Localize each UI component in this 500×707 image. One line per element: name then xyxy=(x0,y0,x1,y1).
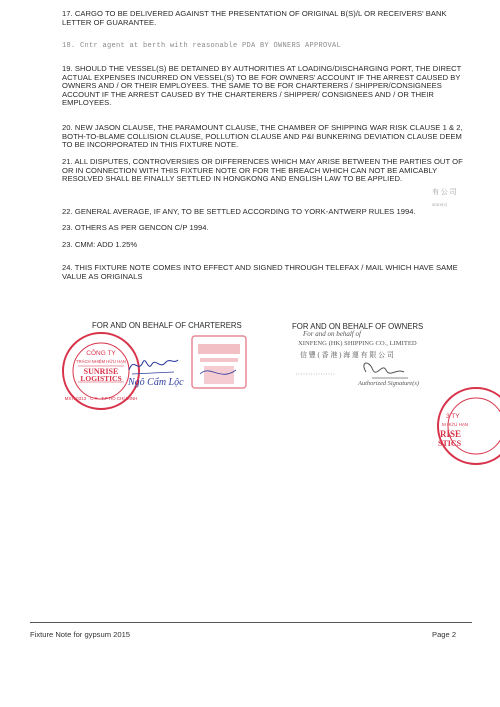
seal-line-3: SUNRISE xyxy=(83,367,119,376)
charterers-heading: FOR AND ON BEHALF OF CHARTERERS xyxy=(92,321,242,330)
director-stamp xyxy=(190,334,250,392)
owner-stamp-line-1: For and on behalf of xyxy=(303,330,361,338)
seal-line-2: TRÁCH NHIỆM HỮU HẠN xyxy=(76,359,126,364)
clause-22: 22. GENERAL AVERAGE, IF ANY, TO BE SETTLED ACCORDING TO YORK-ANTWERP RULES 1994. xyxy=(62,207,416,216)
small-chop-mark xyxy=(430,180,470,210)
clause-20: 20. NEW JASON CLAUSE, THE PARAMOUNT CLAUSE, THE CHAMBER OF SHIPPING WAR RISK CLAUSE 1 & 2, BOTH-TO-BLAME COLLISION CLAUSE, POLLUTION CLAUSE AND P&I BUNKERING DEVIATION CLAUSE DEEM TO BE INCORPORATED IN THIS FIXTURE NOTE. xyxy=(62,123,463,150)
owner-stamp-line-4: Authorized Signature(s) xyxy=(358,380,420,387)
partial-company-seal xyxy=(432,382,500,472)
clause-23-cmm: 23. CMM: ADD 1.25% xyxy=(62,240,138,249)
partial-seal-line-3: RISE xyxy=(440,429,462,439)
footer-page-number: Page 2 xyxy=(432,630,457,639)
clause-18: 18. Cntr agent at berth with reasonable PDA BY OWNERS APPROVAL xyxy=(62,42,342,50)
footer-document-title: Fixture Note for gypsum 2015 xyxy=(30,630,131,639)
svg-text:ature(s): ature(s) xyxy=(432,203,448,208)
partial-seal-line-1: 3 TY xyxy=(446,413,460,420)
clause-23: 23. OTHERS AS PER GENCON C/P 1994. xyxy=(62,223,209,232)
owner-stamp-line-2: XINFENG (HK) SHIPPING CO., LIMITED xyxy=(298,340,417,347)
clause-19: 19. SHOULD THE VESSEL(S) BE DETAINED BY AUTHORITIES AT LOADING/DISCHARGING PORT, THE DIRECT ACTUAL EXPENSES INCURRED ON VESSEL(S) TO BE FOR OWNERS' ACCOUNT IF THE ARREST CAUSED BY OWNERS AND / OR THEIR EMPLOYEES. THE SAME TO BE FOR CHARTERERS / SHIPPER/CONSIGNEES ACCOUNT IF THE ARREST CAUSED BY THE CHARTERERS / SHIPPER/ CONSIGNEES AND / OR THEIR EMPLOYEES. xyxy=(62,64,462,108)
clause-17: 17. CARGO TO BE DELIVERED AGAINST THE PRESENTATION OF ORIGINAL B(S)/L OR RECEIVERS' BANK LETTER OF GUARANTEE. xyxy=(62,9,447,27)
charterer-signer-name: Ngô Cẩm Lộc xyxy=(128,377,184,388)
seal-rim-text: MST: 0313 · C.T · T.P HỒ CHÍ MINH xyxy=(64,396,138,401)
clause-21: 21. ALL DISPUTES, CONTROVERSIES OR DIFFERENCES WHICH MAY ARISE BETWEEN THE PARTIES OUT OF OR IN CONNECTION WITH THIS FIXTURE NOTE OR FOR THE BREACH WHICH CAN NOT BE AMICABLY RESOLVED SHALL BE FINALLY SETTLED IN HONGKONG AND ENGLISH LAW TO BE APPLIED. xyxy=(62,157,463,184)
owners-heading: FOR AND ON BEHALF OF OWNERS xyxy=(292,322,424,331)
owner-stamp-line-3: 信 豐 ( 香 港 ) 海 運 有 限 公 司 xyxy=(300,351,394,359)
clause-24: 24. THIS FIXTURE NOTE COMES INTO EFFECT AND SIGNED THROUGH TELEFAX / MAIL WHICH HAVE SAME VALUE AS ORIGINALS xyxy=(62,263,458,281)
seal-line-1: CÔNG TY xyxy=(86,350,116,357)
footer-rule xyxy=(30,622,472,623)
partial-seal-line-4: STICS xyxy=(438,439,462,448)
seal-line-4: LOGISTICS xyxy=(80,374,122,383)
partial-seal-line-2: M HỮU HẠN xyxy=(442,422,469,427)
charterer-signature-scribble xyxy=(126,352,181,378)
svg-text:有 公 司: 有 公 司 xyxy=(432,188,457,196)
